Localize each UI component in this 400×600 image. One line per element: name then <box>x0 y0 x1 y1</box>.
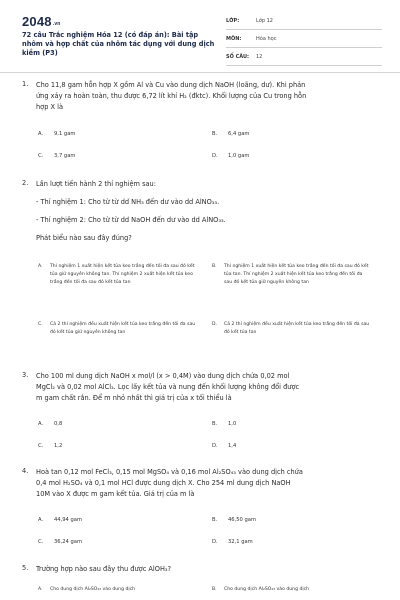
option-label: B. <box>212 517 218 523</box>
question-5 <box>22 564 382 600</box>
option-text: Cả 2 thí nghiệm đều xuất hiện kết tủa keo trắng đến tối đa sau đó kết tủa tan <box>224 322 370 335</box>
document-title: 72 câu Trắc nghiệm Hóa 12 (có đáp án): Bài tập nhôm và hợp chất của nhôm tác dụng với dung dịch kiềm (P3) <box>22 31 215 57</box>
meta-value: Hóa học <box>256 35 277 42</box>
question-line: hợp X là <box>36 103 63 111</box>
question-number: 2. <box>22 179 29 187</box>
question-line: - Thí nghiệm 2: Cho từ từ dd NaOH đến dư vào dd AlNO₃₃. <box>36 216 226 224</box>
question-line: 10M vào X được m gam kết tủa. Giá trị của m là <box>36 490 195 498</box>
option-label: D. <box>212 322 217 327</box>
option-c[interactable] <box>38 443 62 449</box>
question-line: Hoà tan 0,12 mol FeCl₃, 0,15 mol MgSO₄ và 0,16 mol Al₂SO₄₃ vào dung dịch chứa <box>36 468 303 476</box>
option-text: 44,94 gam <box>54 517 83 523</box>
option-text: 46,50 gam <box>228 517 257 523</box>
question-line: Trường hợp nào sau đây thu được AlOH₃? <box>36 565 172 573</box>
option-a[interactable] <box>38 263 198 287</box>
question-line: 0,4 mol H₂SO₄ và 0,1 mol HCl được dung dịch X. Cho 254 ml dung dịch NaOH <box>36 479 291 487</box>
question-line: Lần lượt tiến hành 2 thí nghiệm sau: <box>36 180 156 188</box>
option-label: C. <box>38 443 44 449</box>
meta-row-question-count <box>226 48 382 66</box>
question-line: Cho 100 ml dung dịch NaOH x mol/l (x > 0,4M) vào dung dịch chứa 0,02 mol <box>36 372 290 380</box>
option-text: Cả 2 thí nghiệm đều xuất hiện kết tủa keo trắng đến tối đa sau đó kết tủa giữ nguyên không tan <box>50 322 196 335</box>
option-b[interactable] <box>212 586 372 594</box>
option-d[interactable] <box>212 443 236 449</box>
option-text: Thí nghiệm 1 xuất hiện kết tủa keo trắng đến tối đa sau đó kết tủa tan. Thí nghiệm 2 xuất hiện kết tủa keo trắng đến tối đa sau đó kết tủa giữ nguyên không tan <box>224 264 369 285</box>
option-text: Cho dung dịch Al₂SO₄₃ vào dung dịch <box>224 587 310 592</box>
option-b[interactable] <box>212 517 256 523</box>
option-label: A. <box>38 587 43 592</box>
option-label: D. <box>212 443 218 449</box>
option-label: D. <box>212 153 218 159</box>
option-c[interactable] <box>38 321 198 337</box>
option-b[interactable] <box>212 263 372 287</box>
option-text: 3,7 gam <box>54 153 76 159</box>
option-text: 1,0 <box>228 421 237 427</box>
option-text: Cho dung dịch Al₂SO₄₃ vào dung dịch <box>50 587 136 592</box>
option-label: C. <box>38 322 43 327</box>
option-d[interactable] <box>212 153 249 159</box>
option-a[interactable] <box>38 131 75 137</box>
question-text <box>36 467 382 500</box>
option-label: A. <box>38 421 44 427</box>
option-text: 0,8 <box>54 421 63 427</box>
option-text: 1,2 <box>54 443 63 449</box>
option-d[interactable] <box>212 321 372 337</box>
meta-key: LỚP: <box>226 17 240 24</box>
meta-row-class <box>226 12 382 30</box>
question-line: MgCl₂ và 0,02 mol AlCl₃. Lọc lấy kết tủa và nung đến khối lượng không đổi được <box>36 383 300 391</box>
option-label: C. <box>38 153 44 159</box>
option-text: 36,24 gam <box>54 539 83 545</box>
question-1 <box>22 80 382 170</box>
worksheet-header <box>0 0 400 64</box>
header-divider <box>0 72 400 73</box>
option-text: 32,1 gam <box>228 539 253 545</box>
question-3 <box>22 371 382 456</box>
option-label: B. <box>212 264 217 269</box>
option-label: A. <box>38 264 43 269</box>
option-a[interactable] <box>38 586 198 594</box>
question-number: 3. <box>22 371 29 379</box>
site-logo[interactable]: 2048.vn <box>22 14 61 29</box>
option-a[interactable] <box>38 421 62 427</box>
question-text <box>36 371 382 404</box>
option-text: Thí nghiệm 1 xuất hiện kết tủa keo trắng đến tối đa sau đó kết tủa giữ nguyên không tan. Thí nghiệm 2 xuất hiện kết tủa keo trắng đến tối đa sau đó kết tủa tan <box>50 264 195 285</box>
option-label: B. <box>212 131 218 137</box>
question-text <box>36 564 382 575</box>
meta-key: SỐ CÂU: <box>226 53 250 60</box>
question-text <box>36 179 382 244</box>
question-line: m gam chất rắn. Để m nhỏ nhất thì giá trị của x tối thiểu là <box>36 394 232 402</box>
option-label: C. <box>38 539 44 545</box>
option-label: B. <box>212 587 217 592</box>
option-c[interactable] <box>38 153 75 159</box>
option-b[interactable] <box>212 421 236 427</box>
question-line: Cho 11,8 gam hỗn hợp X gồm Al và Cu vào dung dịch NaOH (loãng, dư). Khi phản <box>36 81 306 89</box>
question-4 <box>22 467 382 552</box>
meta-value: 12 <box>256 53 263 60</box>
question-line: Phát biểu nào sau đây đúng? <box>36 234 132 242</box>
option-a[interactable] <box>38 517 82 523</box>
option-label: D. <box>212 539 218 545</box>
option-text: 9,1 gam <box>54 131 76 137</box>
option-b[interactable] <box>212 131 249 137</box>
option-label: B. <box>212 421 218 427</box>
question-number: 5. <box>22 564 29 572</box>
meta-row-subject <box>226 30 382 48</box>
option-c[interactable] <box>38 539 82 545</box>
option-label: A. <box>38 131 44 137</box>
question-2 <box>22 179 382 359</box>
meta-value: Lớp 12 <box>256 17 273 24</box>
option-text: 1,0 gam <box>228 153 250 159</box>
question-number: 4. <box>22 467 29 475</box>
option-d[interactable] <box>212 539 253 545</box>
question-line: - Thí nghiệm 1: Cho từ từ dd NH₃ đến dư vào dd AlNO₃₃. <box>36 198 220 206</box>
question-number: 1. <box>22 80 29 88</box>
option-text: 1,4 <box>228 443 237 449</box>
question-text <box>36 80 382 113</box>
meta-key: MÔN: <box>226 35 242 42</box>
option-label: A. <box>38 517 44 523</box>
meta-table <box>226 12 382 66</box>
question-line: ứng xảy ra hoàn toàn, thu được 6,72 lít khí H₂ (đktc). Khối lượng của Cu trong hỗn <box>36 92 307 100</box>
option-text: 6,4 gam <box>228 131 250 137</box>
